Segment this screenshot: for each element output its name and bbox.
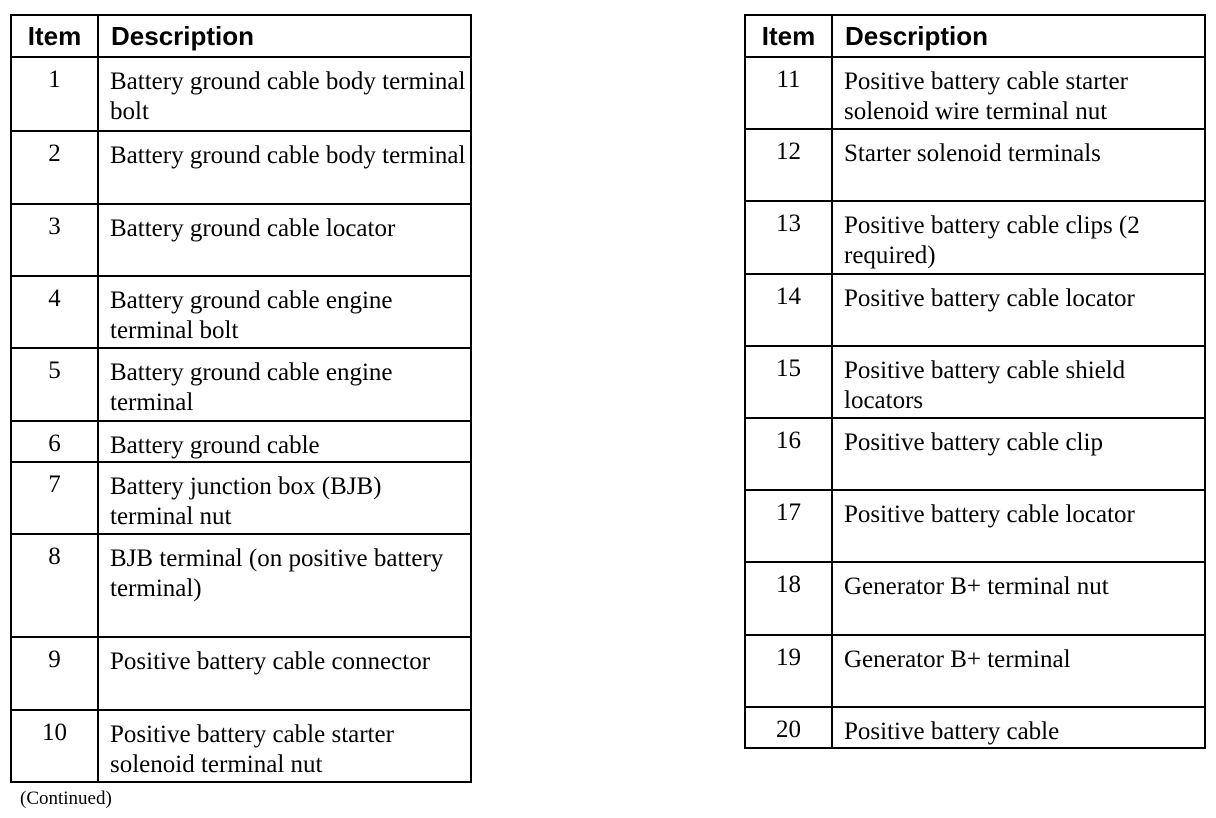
item-description: Positive battery cable starter solenoid wire terminal nut <box>832 57 1205 129</box>
right-legend-table <box>744 14 1206 749</box>
item-description: Battery ground cable body terminal bolt <box>98 57 471 131</box>
item-number: 1 <box>11 57 98 131</box>
item-number: 10 <box>11 710 98 782</box>
header-row <box>11 15 471 57</box>
table-row <box>745 635 1205 707</box>
table-row <box>11 637 471 710</box>
item-number: 4 <box>11 276 98 348</box>
item-number: 5 <box>11 348 98 421</box>
item-description: Positive battery cable connector <box>98 637 471 710</box>
table-row <box>11 534 471 637</box>
item-number: 6 <box>11 421 98 462</box>
table-row <box>11 204 471 276</box>
description-column-header: Description <box>832 15 1205 57</box>
item-description: Positive battery cable clips (2 required) <box>832 201 1205 274</box>
item-number: 19 <box>745 635 832 707</box>
item-number: 12 <box>745 129 832 201</box>
item-description: Positive battery cable shield locators <box>832 346 1205 418</box>
item-description: Positive battery cable clip <box>832 418 1205 490</box>
item-number: 8 <box>11 534 98 637</box>
item-description: Positive battery cable <box>832 707 1205 748</box>
item-description: Battery ground cable locator <box>98 204 471 276</box>
table-row <box>745 274 1205 346</box>
item-number: 15 <box>745 346 832 418</box>
table-row <box>11 131 471 204</box>
item-description: Positive battery cable locator <box>832 490 1205 562</box>
item-number: 20 <box>745 707 832 748</box>
table-row <box>745 418 1205 490</box>
item-number: 3 <box>11 204 98 276</box>
item-column-header: Item <box>745 15 832 57</box>
table-row <box>11 348 471 421</box>
item-number: 7 <box>11 462 98 534</box>
item-description: Battery ground cable <box>98 421 471 462</box>
table-row <box>745 562 1205 635</box>
table-row <box>745 707 1205 748</box>
header-row <box>745 15 1205 57</box>
item-number: 13 <box>745 201 832 274</box>
item-description: Generator B+ terminal <box>832 635 1205 707</box>
item-description: Positive battery cable locator <box>832 274 1205 346</box>
table-row <box>11 276 471 348</box>
table-row <box>11 710 471 782</box>
item-number: 18 <box>745 562 832 635</box>
table-row <box>745 57 1205 129</box>
table-row <box>745 346 1205 418</box>
table-row <box>11 57 471 131</box>
item-number: 9 <box>11 637 98 710</box>
item-number: 2 <box>11 131 98 204</box>
item-description: Battery ground cable engine terminal <box>98 348 471 421</box>
item-description: Battery junction box (BJB) terminal nut <box>98 462 471 534</box>
item-description: Generator B+ terminal nut <box>832 562 1205 635</box>
item-number: 16 <box>745 418 832 490</box>
continued-note: (Continued) <box>20 788 112 809</box>
item-number: 11 <box>745 57 832 129</box>
item-description: Positive battery cable starter solenoid terminal nut <box>98 710 471 782</box>
item-description: Battery ground cable body terminal <box>98 131 471 204</box>
item-description: BJB terminal (on positive battery terminal) <box>98 534 471 637</box>
description-column-header: Description <box>98 15 471 57</box>
item-number: 14 <box>745 274 832 346</box>
table-row <box>11 462 471 534</box>
table-row <box>11 421 471 462</box>
item-column-header: Item <box>11 15 98 57</box>
table-row <box>745 490 1205 562</box>
item-description: Starter solenoid terminals <box>832 129 1205 201</box>
table-row <box>745 129 1205 201</box>
item-description: Battery ground cable engine terminal bolt <box>98 276 471 348</box>
left-legend-table <box>10 14 472 783</box>
item-number: 17 <box>745 490 832 562</box>
table-row <box>745 201 1205 274</box>
